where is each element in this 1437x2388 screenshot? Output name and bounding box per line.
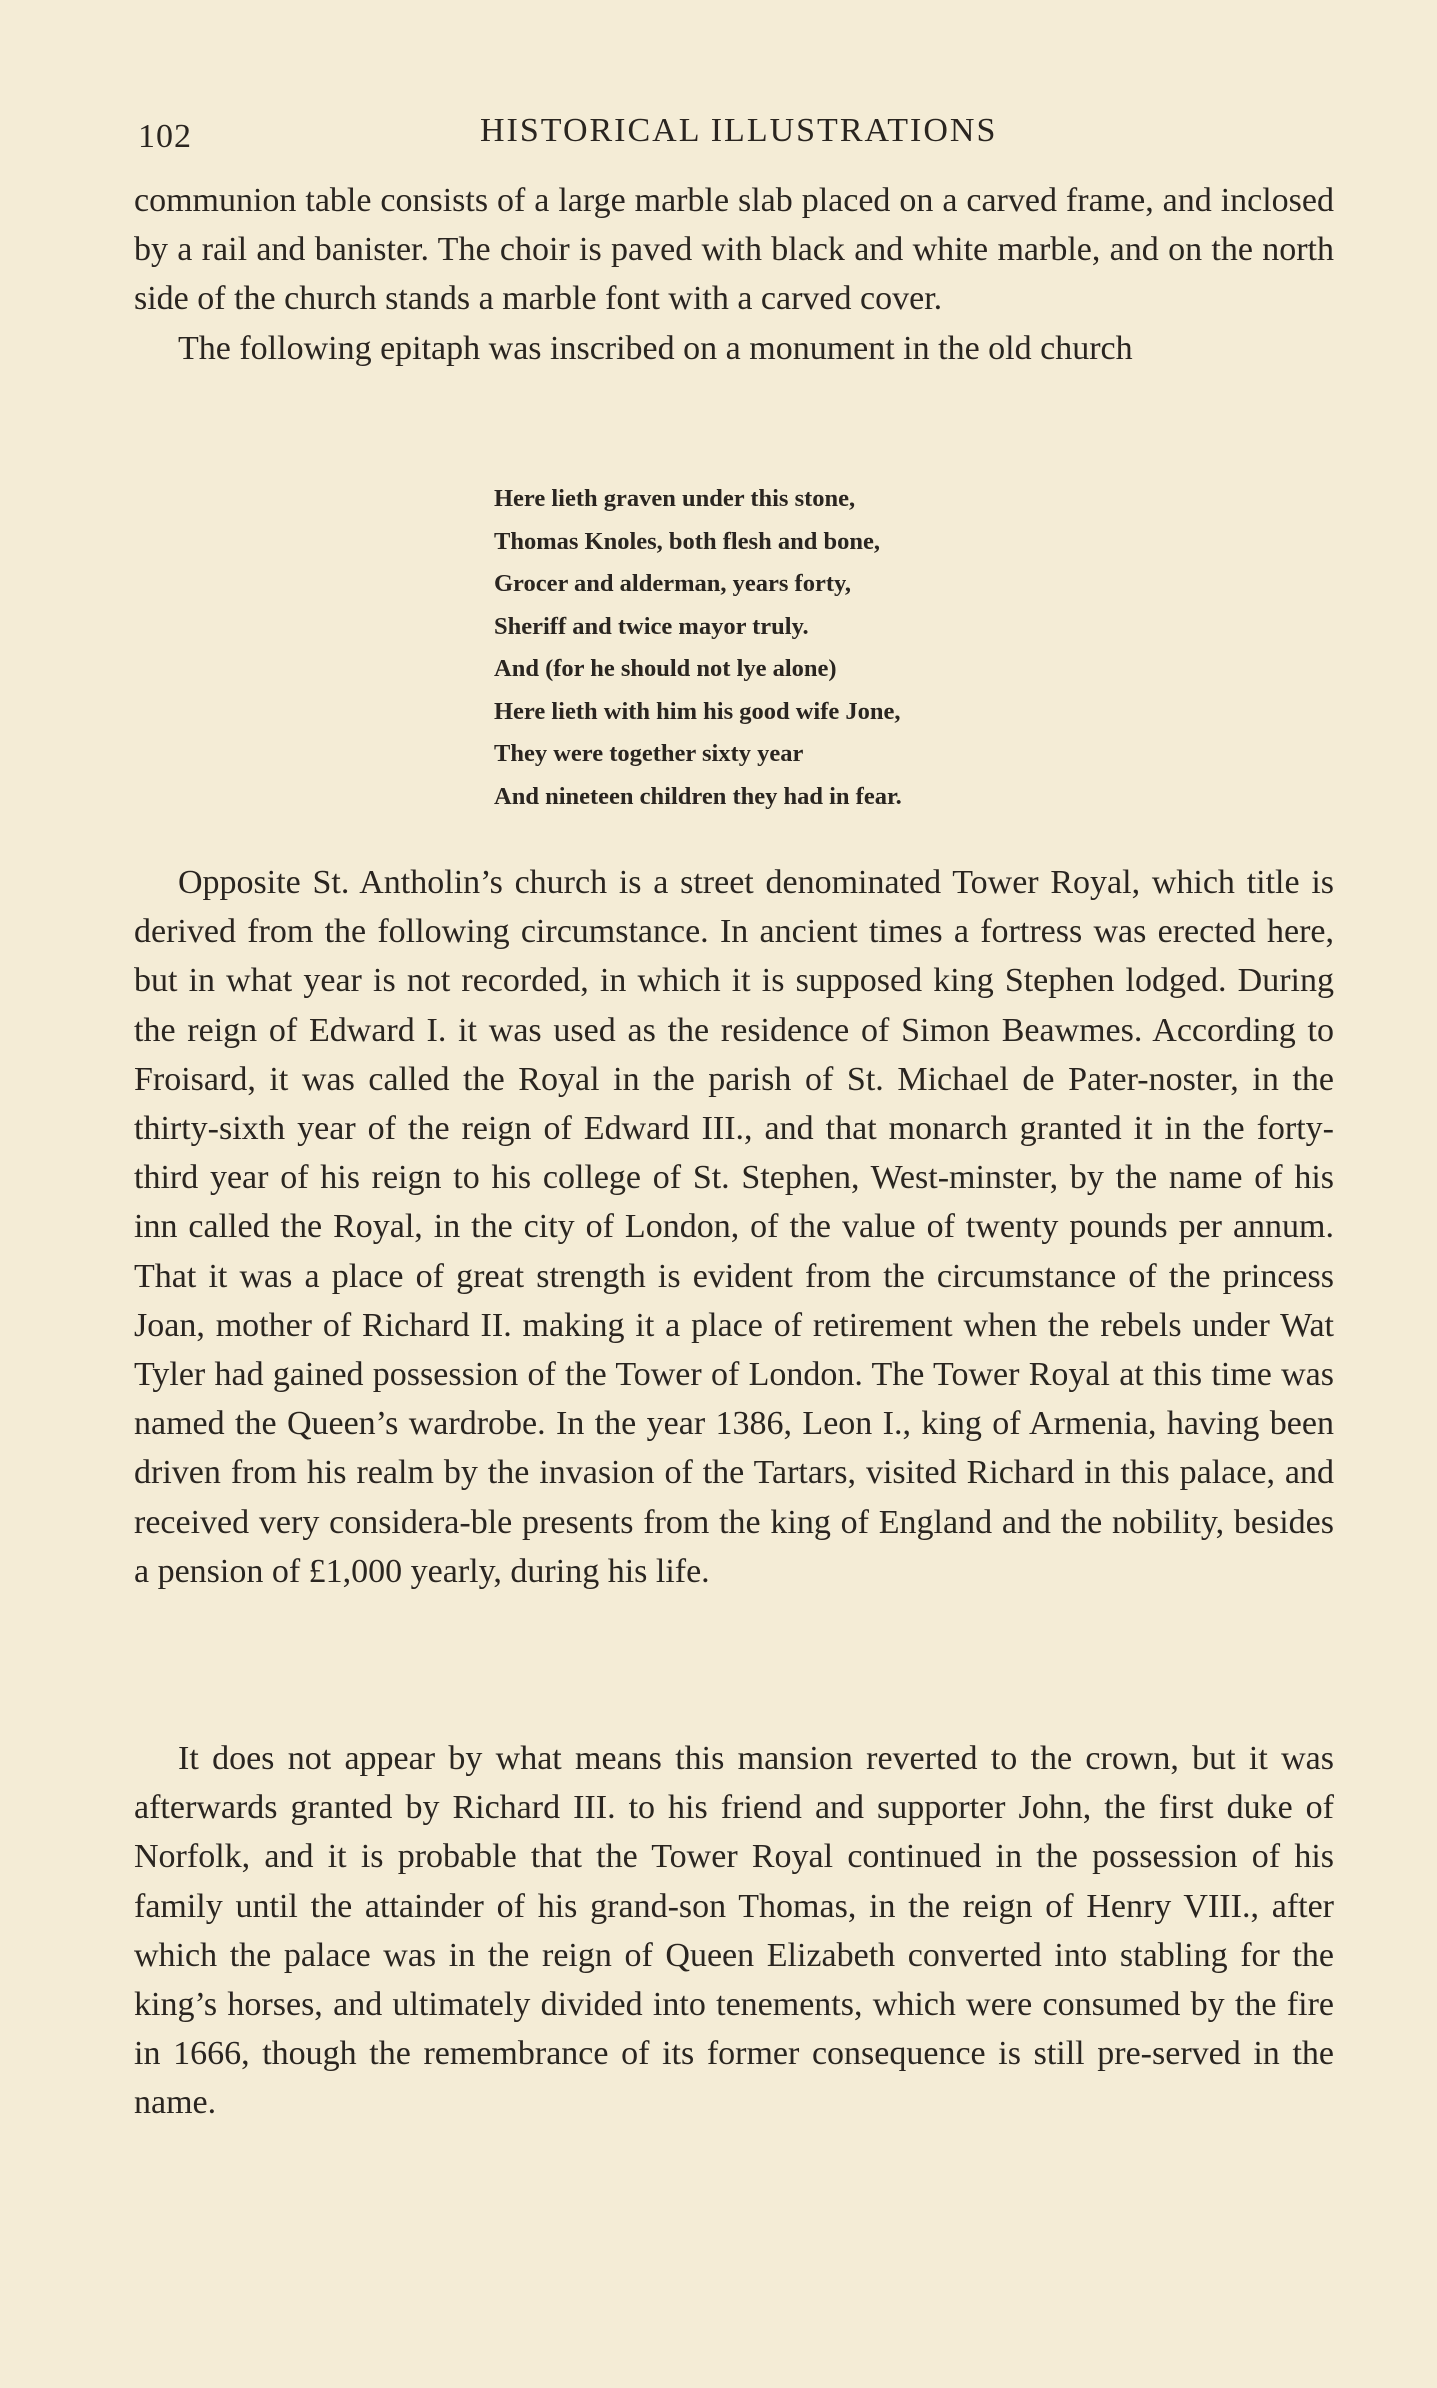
page-header	[138, 112, 1334, 162]
epitaph-line: And (for he should not lye alone)	[494, 655, 837, 682]
tower-royal-paragraph: Opposite St. Antholin’s church is a street denominated Tower Royal, which title is derived from the following circumstance. In ancient times a fortress was erected here, but in what year is not recorded, in which it is supposed king Stephen lodged. During the reign of Edward I. it was used as the residence of Simon Beawmes. According to Froisard, it was called the Royal in the parish of St. Michael de Pater-noster, in the thirty-sixth year of the reign of Edward III., and that monarch granted it in the forty-third year of his reign to his college of St. Stephen, West-minster, by the name of his inn called the Royal, in the city of London, of the value of twenty pounds per annum. That it was a place of great strength is evident from the circumstance of the princess Joan, mother of Richard II. making it a place of retirement when the rebels under Wat Tyler had gained possession of the Tower of London. The Tower Royal at this time was named the Queen’s wardrobe. In the year 1386, Leon I., king of Armenia, having been driven from his realm by the invasion of the Tartars, visited Richard in this palace, and received very considera-ble presents from the king of England and the nobility, besides a pension of £1,000 yearly, during his life.	[134, 864, 1334, 1590]
page-number: 102	[138, 118, 192, 155]
reversion-paragraph: It does not appear by what means this mansion reverted to the crown, but it was afterwards granted by Richard III. to his friend and supporter John, the first duke of Norfolk, and it is probable that the Tower Royal continued in the possession of his family until the attainder of his grand-son Thomas, in the reign of Henry VIII., after which the palace was in the reign of Queen Elizabeth converted into stabling for the king’s horses, and ultimately divided into tenements, which were consumed by the fire in 1666, though the remembrance of its former consequence is still pre-served in the name.	[134, 1740, 1334, 2122]
epitaph-intro-paragraph: The following epitaph was inscribed on a monument in the old church	[178, 329, 1133, 367]
tower-royal-block	[134, 858, 1334, 1596]
epitaph-line: Here lieth graven under this stone,	[494, 485, 856, 512]
epitaph-line: Here lieth with him his good wife Jone,	[494, 697, 901, 725]
epitaph-line: Grocer and alderman, years forty,	[494, 570, 852, 597]
reversion-block	[134, 1734, 1334, 2128]
epitaph-line: And nineteen children they had in fear.	[494, 782, 902, 810]
continuation-paragraph: communion table consists of a large marble slab placed on a carved frame, and inclosed by a rail and banister. The choir is paved with black and white marble, and on the north side of the church stands a marble font with a carved cover.	[134, 182, 1334, 318]
running-title: HISTORICAL ILLUSTRATIONS	[480, 112, 998, 149]
epitaph-line: Thomas Knoles, both flesh and bone,	[494, 527, 880, 555]
epitaph-line: They were together sixty year	[494, 740, 804, 767]
epitaph-verse	[494, 478, 1054, 818]
epitaph-line: Sheriff and twice mayor truly.	[494, 612, 809, 640]
top-text-block	[134, 176, 1334, 373]
